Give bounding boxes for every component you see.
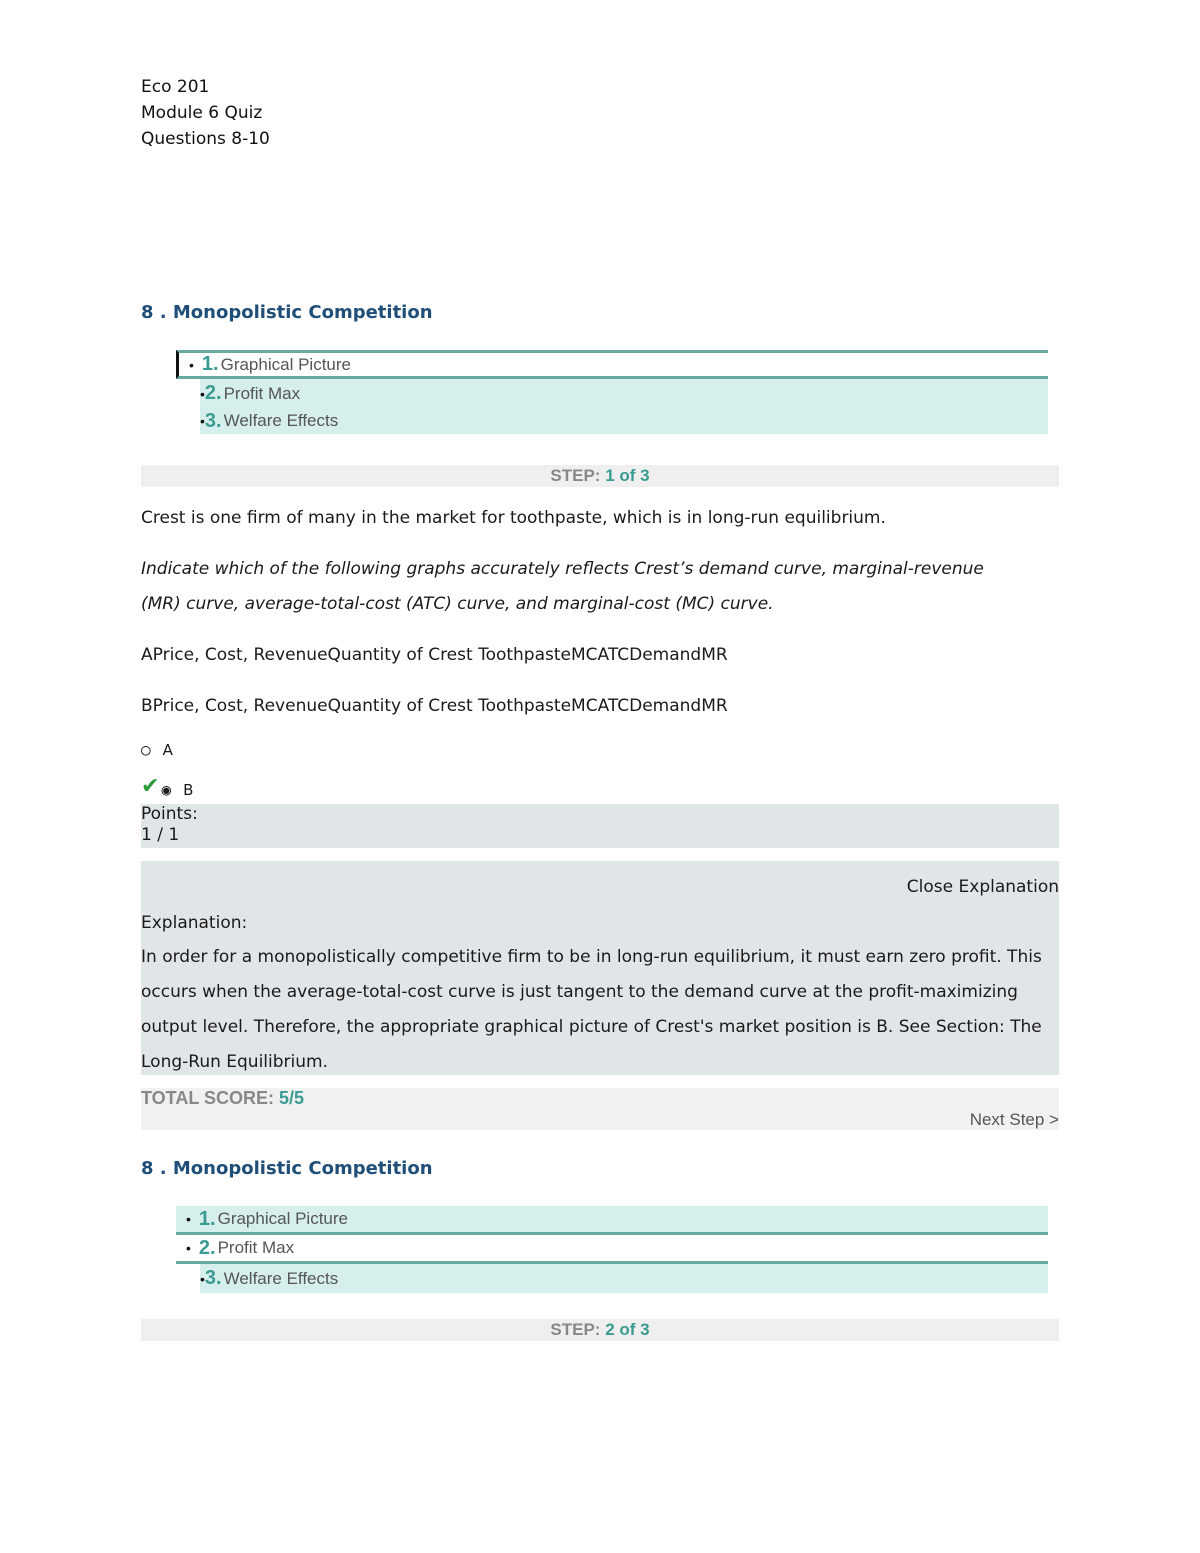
total-score-value: 5/5 <box>279 1088 305 1108</box>
bullet-icon: • <box>200 413 205 429</box>
answer-label-a: A <box>162 741 173 759</box>
step-nav <box>176 1206 1048 1293</box>
section-title: 8 . Monopolistic Competition <box>141 1158 433 1179</box>
total-score <box>141 1088 304 1109</box>
step-label: Profit Max <box>223 383 301 403</box>
course-name: Eco 201 <box>141 77 210 97</box>
points-label: Points: <box>141 804 198 824</box>
quiz-title: Module 6 Quiz <box>141 103 263 123</box>
bullet-icon: • <box>186 1211 191 1227</box>
next-step-link[interactable]: Next Step > <box>969 1110 1059 1129</box>
radio-selected-icon[interactable]: ◉ <box>161 780 172 799</box>
step-label: Graphical Picture <box>217 1209 348 1228</box>
step-label: Welfare Effects <box>223 1268 339 1288</box>
bullet-icon: • <box>189 356 194 373</box>
document-header <box>141 74 270 152</box>
section-title: 8 . Monopolistic Competition <box>141 302 433 323</box>
total-score-label: TOTAL SCORE: <box>141 1088 275 1108</box>
question-prompt: Crest is one firm of many in the market for toothpaste, which is in long-run equilibrium. <box>141 508 886 528</box>
step-tab-welfare-effects[interactable] <box>200 1264 1048 1293</box>
points-value: 1 / 1 <box>141 825 180 845</box>
points-panel <box>141 804 1059 848</box>
step-nav <box>176 350 1048 434</box>
option-a-graph-labels: APrice, Cost, RevenueQuantity of Crest ToothpasteMCATCDemandMR <box>141 645 728 665</box>
step-tab-profit-max[interactable] <box>200 379 1048 408</box>
questions-range: Questions 8-10 <box>141 129 270 149</box>
answer-option-a[interactable] <box>141 740 173 759</box>
step-number: 1. <box>198 1207 216 1230</box>
step-tab-graphical-picture[interactable] <box>176 1206 1048 1235</box>
answer-label-b: B <box>183 781 194 799</box>
checkmark-icon: ✔ <box>141 774 160 799</box>
option-b-graph-labels: BPrice, Cost, RevenueQuantity of Crest ToothpasteMCATCDemandMR <box>141 696 728 716</box>
step-indicator <box>141 1319 1059 1341</box>
step-number: 1. <box>201 353 219 375</box>
step-number: 3. <box>204 1267 222 1289</box>
step-label: Graphical Picture <box>220 354 351 374</box>
step-tab-welfare-effects[interactable] <box>200 408 1048 434</box>
question-instruction-line1: Indicate which of the following graphs accurately reflects Crest’s demand curve, marginal-revenue <box>141 559 984 579</box>
bullet-icon: • <box>186 1240 191 1256</box>
radio-unselected-icon[interactable]: ○ <box>141 740 151 759</box>
step-indicator-label: STEP: <box>550 466 601 485</box>
step-number: 3. <box>204 409 222 432</box>
step-indicator-value: 1 of 3 <box>605 466 650 485</box>
step-label: Profit Max <box>217 1238 295 1257</box>
step-number: 2. <box>198 1236 216 1259</box>
question-instruction-line2: (MR) curve, average-total-cost (ATC) curve, and marginal-cost (MC) curve. <box>141 594 774 614</box>
explanation-label: Explanation: <box>141 913 248 933</box>
step-indicator-label: STEP: <box>550 1320 601 1339</box>
step-tab-profit-max[interactable] <box>176 1235 1048 1264</box>
answer-option-b[interactable] <box>141 774 193 799</box>
step-label: Welfare Effects <box>223 411 339 430</box>
score-panel <box>141 1088 1059 1130</box>
step-indicator <box>141 465 1059 487</box>
explanation-panel <box>141 861 1059 1075</box>
close-explanation-link[interactable]: Close Explanation <box>906 877 1059 897</box>
step-number: 2. <box>204 382 222 404</box>
bullet-icon: • <box>200 1270 205 1287</box>
bullet-icon: • <box>200 385 205 402</box>
explanation-text: In order for a monopolistically competitive firm to be in long-run equilibrium, it must earn zero profit. This occurs when the average-total-cost curve is just tangent to the demand curve at the profit-maximizing output level. Therefore, the appropriate graphical picture of Crest's market position is B. See Section: The Long-Run Equilibrium. <box>141 947 1042 1072</box>
step-indicator-value: 2 of 3 <box>605 1320 650 1339</box>
step-tab-graphical-picture[interactable] <box>176 350 1048 379</box>
